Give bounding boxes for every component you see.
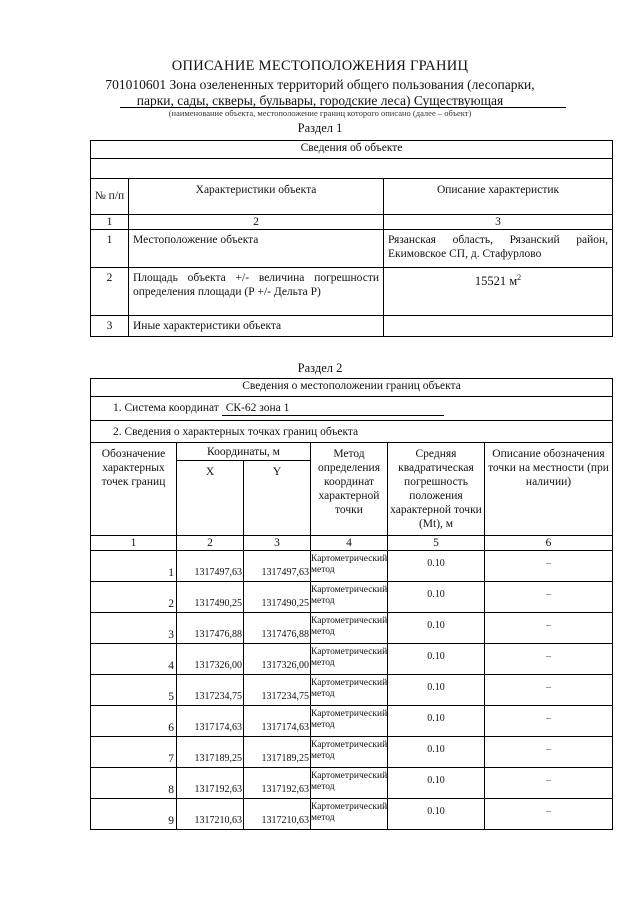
point-y: 1317490,25 bbox=[244, 582, 311, 613]
col-index-4: 4 bbox=[311, 536, 388, 551]
point-y: 1317476,88 bbox=[244, 613, 311, 644]
col-index-2: 2 bbox=[129, 215, 384, 230]
col-header-char: Характеристики объекта bbox=[129, 179, 384, 215]
point-y: 1317210,63 bbox=[244, 799, 311, 830]
point-desc: – bbox=[485, 582, 613, 613]
col-header-point: Обозначение характерных точек границ bbox=[91, 443, 177, 536]
point-method: Картометрический метод bbox=[311, 737, 388, 768]
table-row bbox=[91, 675, 613, 706]
object-name-line-1: 701010601 Зона озелененных территорий общего пользования (лесопарки, bbox=[105, 77, 535, 92]
col-index-3: 3 bbox=[244, 536, 311, 551]
point-y: 1317189,25 bbox=[244, 737, 311, 768]
row-num: 1 bbox=[91, 230, 129, 268]
point-x: 1317497,63 bbox=[177, 551, 244, 582]
col-header-num: № п/п bbox=[91, 179, 129, 215]
table-row bbox=[91, 644, 613, 675]
object-caption: (наименование объекта, местоположение границ которого описано (далее – объект) bbox=[168, 108, 472, 118]
coord-system-label: 1. Система координат bbox=[113, 402, 219, 414]
object-name bbox=[90, 77, 550, 109]
point-y: 1317174,63 bbox=[244, 706, 311, 737]
point-number: 6 bbox=[91, 706, 177, 737]
col-header-method: Метод определения координат характерной точки bbox=[311, 443, 388, 536]
empty-row bbox=[91, 159, 613, 179]
point-desc: – bbox=[485, 768, 613, 799]
table-row bbox=[91, 799, 613, 830]
point-x: 1317476,88 bbox=[177, 613, 244, 644]
point-mt: 0.10 bbox=[388, 675, 485, 706]
point-number: 3 bbox=[91, 613, 177, 644]
point-number: 1 bbox=[91, 551, 177, 582]
object-name-line-2: парки, сады, скверы, бульвары, городские леса) Существующая bbox=[136, 93, 504, 108]
point-x: 1317189,25 bbox=[177, 737, 244, 768]
point-method: Картометрический метод bbox=[311, 799, 388, 830]
area-unit-exponent: 2 bbox=[517, 273, 522, 282]
point-desc: – bbox=[485, 799, 613, 830]
point-mt: 0.10 bbox=[388, 706, 485, 737]
object-info-table-title: Сведения об объекте bbox=[91, 141, 613, 159]
point-number: 4 bbox=[91, 644, 177, 675]
point-mt: 0.10 bbox=[388, 799, 485, 830]
point-mt: 0.10 bbox=[388, 644, 485, 675]
row-char: Местоположение объекта bbox=[129, 230, 384, 268]
col-header-y: Y bbox=[244, 461, 311, 536]
point-x: 1317326,00 bbox=[177, 644, 244, 675]
table-row bbox=[91, 268, 613, 316]
point-method: Картометрический метод bbox=[311, 768, 388, 799]
col-index-3: 3 bbox=[384, 215, 613, 230]
point-y: 1317192,63 bbox=[244, 768, 311, 799]
row-desc: Рязанская область, Рязанский район, Екимовское СП, д. Стафурлово bbox=[384, 230, 613, 268]
point-mt: 0.10 bbox=[388, 768, 485, 799]
points-title: 2. Сведения о характерных точках границ объекта bbox=[91, 421, 613, 443]
point-y: 1317234,75 bbox=[244, 675, 311, 706]
point-desc: – bbox=[485, 675, 613, 706]
section-1-title: Раздел 1 bbox=[297, 121, 343, 135]
point-y: 1317497,63 bbox=[244, 551, 311, 582]
col-header-x: X bbox=[177, 461, 244, 536]
point-desc: – bbox=[485, 706, 613, 737]
col-header-desc: Описание характеристик bbox=[384, 179, 613, 215]
row-char: Площадь объекта +/- величина погрешности определения площади (Р +/- Дельта Р) bbox=[129, 268, 384, 316]
point-method: Картометрический метод bbox=[311, 706, 388, 737]
col-index-1: 1 bbox=[91, 215, 129, 230]
point-number: 9 bbox=[91, 799, 177, 830]
row-desc bbox=[384, 316, 613, 337]
point-method: Картометрический метод bbox=[311, 582, 388, 613]
col-header-desc: Описание обозначения точки на местности (при наличии) bbox=[485, 443, 613, 536]
table-row bbox=[91, 613, 613, 644]
table-row bbox=[91, 706, 613, 737]
point-mt: 0.10 bbox=[388, 551, 485, 582]
area-value: 15521 м bbox=[474, 274, 518, 289]
point-number: 8 bbox=[91, 768, 177, 799]
point-method: Картометрический метод bbox=[311, 613, 388, 644]
table-row bbox=[91, 230, 613, 268]
points-body bbox=[91, 551, 613, 830]
point-x: 1317174,63 bbox=[177, 706, 244, 737]
col-header-error: Средняя квадратическая погрешность положения характерной точки (Mt), м bbox=[388, 443, 485, 536]
point-x: 1317234,75 bbox=[177, 675, 244, 706]
row-num: 3 bbox=[91, 316, 129, 337]
point-desc: – bbox=[485, 551, 613, 582]
col-index-5: 5 bbox=[388, 536, 485, 551]
point-mt: 0.10 bbox=[388, 613, 485, 644]
point-method: Картометрический метод bbox=[311, 644, 388, 675]
point-number: 7 bbox=[91, 737, 177, 768]
col-index-1: 1 bbox=[91, 536, 177, 551]
point-x: 1317192,63 bbox=[177, 768, 244, 799]
point-method: Картометрический метод bbox=[311, 675, 388, 706]
table-row bbox=[91, 551, 613, 582]
point-method: Картометрический метод bbox=[311, 551, 388, 582]
point-number: 5 bbox=[91, 675, 177, 706]
point-desc: – bbox=[485, 737, 613, 768]
point-desc: – bbox=[485, 613, 613, 644]
boundary-points-table bbox=[90, 378, 613, 830]
point-x: 1317210,63 bbox=[177, 799, 244, 830]
object-info-table bbox=[90, 140, 613, 337]
row-desc bbox=[384, 268, 613, 316]
point-x: 1317490,25 bbox=[177, 582, 244, 613]
coord-system-row bbox=[91, 397, 613, 421]
table-row bbox=[91, 768, 613, 799]
col-index-2: 2 bbox=[177, 536, 244, 551]
coord-system-value: СК-62 зона 1 bbox=[222, 401, 444, 416]
point-desc: – bbox=[485, 644, 613, 675]
boundary-table-title: Сведения о местоположении границ объекта bbox=[91, 379, 613, 397]
point-number: 2 bbox=[91, 582, 177, 613]
col-header-coords: Координаты, м bbox=[177, 443, 311, 461]
document-title: ОПИСАНИЕ МЕСТОПОЛОЖЕНИЯ ГРАНИЦ bbox=[171, 58, 469, 74]
point-y: 1317326,00 bbox=[244, 644, 311, 675]
table-row bbox=[91, 737, 613, 768]
table-row bbox=[91, 582, 613, 613]
point-mt: 0.10 bbox=[388, 737, 485, 768]
row-char: Иные характеристики объекта bbox=[129, 316, 384, 337]
col-index-6: 6 bbox=[485, 536, 613, 551]
point-mt: 0.10 bbox=[388, 582, 485, 613]
row-num: 2 bbox=[91, 268, 129, 316]
section-2-title: Раздел 2 bbox=[297, 361, 343, 375]
table-row bbox=[91, 316, 613, 337]
